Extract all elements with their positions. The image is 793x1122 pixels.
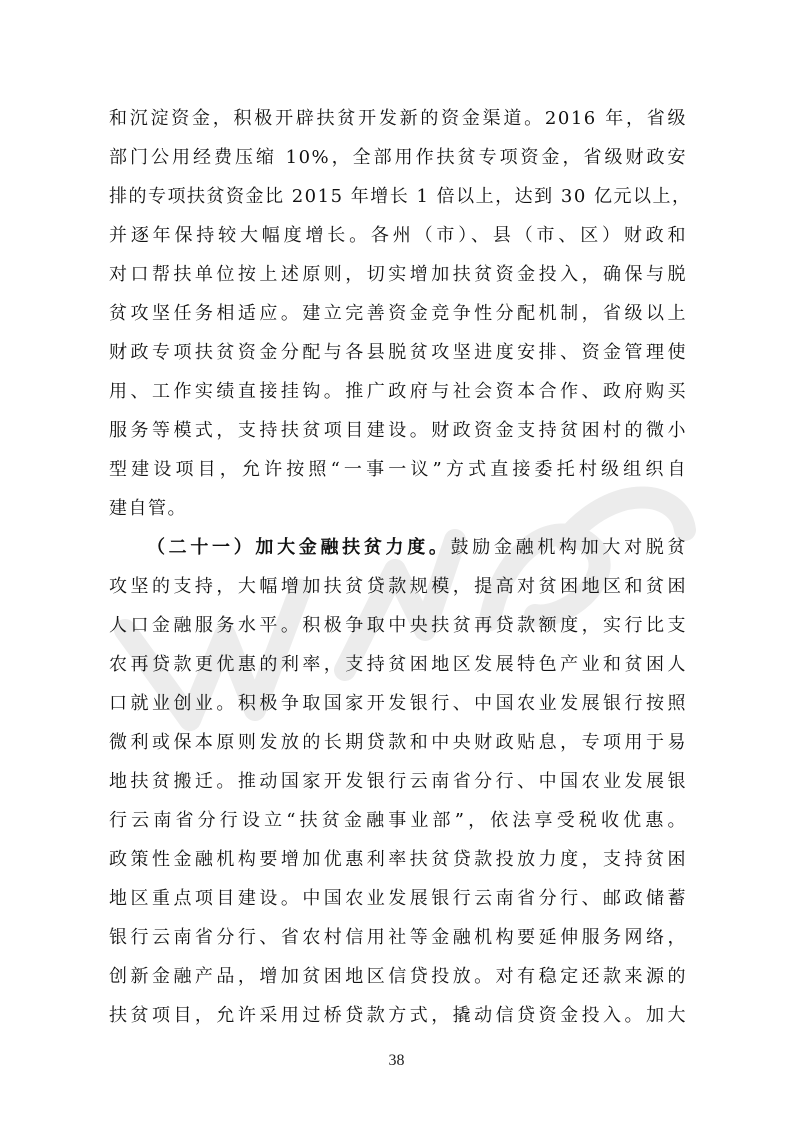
paragraph-funding [109, 99, 692, 528]
text-line: 建自管。 [109, 498, 187, 519]
text-line: 服务等模式，支持扶贫项目建设。财政资金支持贫困村的微小 [109, 420, 687, 441]
text-line: 创新金融产品，增加贫困地区信贷投放。对有稳定还款来源的 [109, 966, 687, 987]
page-number: 38 [388, 1052, 405, 1069]
document-body [109, 99, 692, 1035]
text-line: 地扶贫搬迁。推动国家开发银行云南省分行、中国农业发展银 [109, 771, 687, 792]
text-line: 部门公用经费压缩 10%，全部用作扶贫专项资金，省级财政安 [109, 147, 687, 168]
text-line: 并逐年保持较大幅度增长。各州（市）、县（市、区）财政和 [109, 225, 687, 246]
text-line: 财政专项扶贫资金分配与各县脱贫攻坚进度安排、资金管理使 [109, 342, 687, 363]
text-line: 扶贫项目，允许采用过桥贷款方式，撬动信贷资金投入。加大 [109, 1005, 687, 1026]
text-segment: 鼓励金融机构加大对脱贫 [450, 537, 687, 558]
paragraph-first-line [109, 528, 687, 567]
text-line: 攻坚的支持，大幅增加扶贫贷款规模，提高对贫困地区和贫困 [109, 576, 687, 597]
paragraph-financial-poverty-alleviation [109, 528, 687, 1035]
text-line: 排的专项扶贫资金比 2015 年增长 1 倍以上，达到 30 亿元以上， [109, 186, 692, 207]
text-line: 用、工作实绩直接挂钩。推广政府与社会资本合作、政府购买 [109, 381, 687, 402]
text-line: 口就业创业。积极争取国家开发银行、中国农业发展银行按照 [109, 693, 687, 714]
text-line: 型建设项目，允许按照“一事一议”方式直接委托村级组织自 [109, 459, 687, 480]
section-heading: （二十一）加大金融扶贫力度。 [147, 537, 451, 558]
text-line: 对口帮扶单位按上述原则，切实增加扶贫资金投入，确保与脱 [109, 264, 687, 285]
text-line: 行云南省分行设立“扶贫金融事业部”，依法享受税收优惠。 [109, 810, 687, 831]
text-line: 和沉淀资金，积极开辟扶贫开发新的资金渠道。2016 年，省级 [109, 108, 687, 129]
text-line: 地区重点项目建设。中国农业发展银行云南省分行、邮政储蓄 [109, 888, 687, 909]
text-line: 人口金融服务水平。积极争取中央扶贫再贷款额度，实行比支 [109, 615, 687, 636]
text-line: 贫攻坚任务相适应。建立完善资金竞争性分配机制，省级以上 [109, 303, 687, 324]
text-line: 农再贷款更优惠的利率，支持贫困地区发展特色产业和贫困人 [109, 654, 687, 675]
text-line: 微利或保本原则发放的长期贷款和中央财政贴息，专项用于易 [109, 732, 687, 753]
text-line: 银行云南省分行、省农村信用社等金融机构要延伸服务网络， [109, 927, 687, 948]
text-line: 政策性金融机构要增加优惠利率扶贫贷款投放力度，支持贫困 [109, 849, 687, 870]
